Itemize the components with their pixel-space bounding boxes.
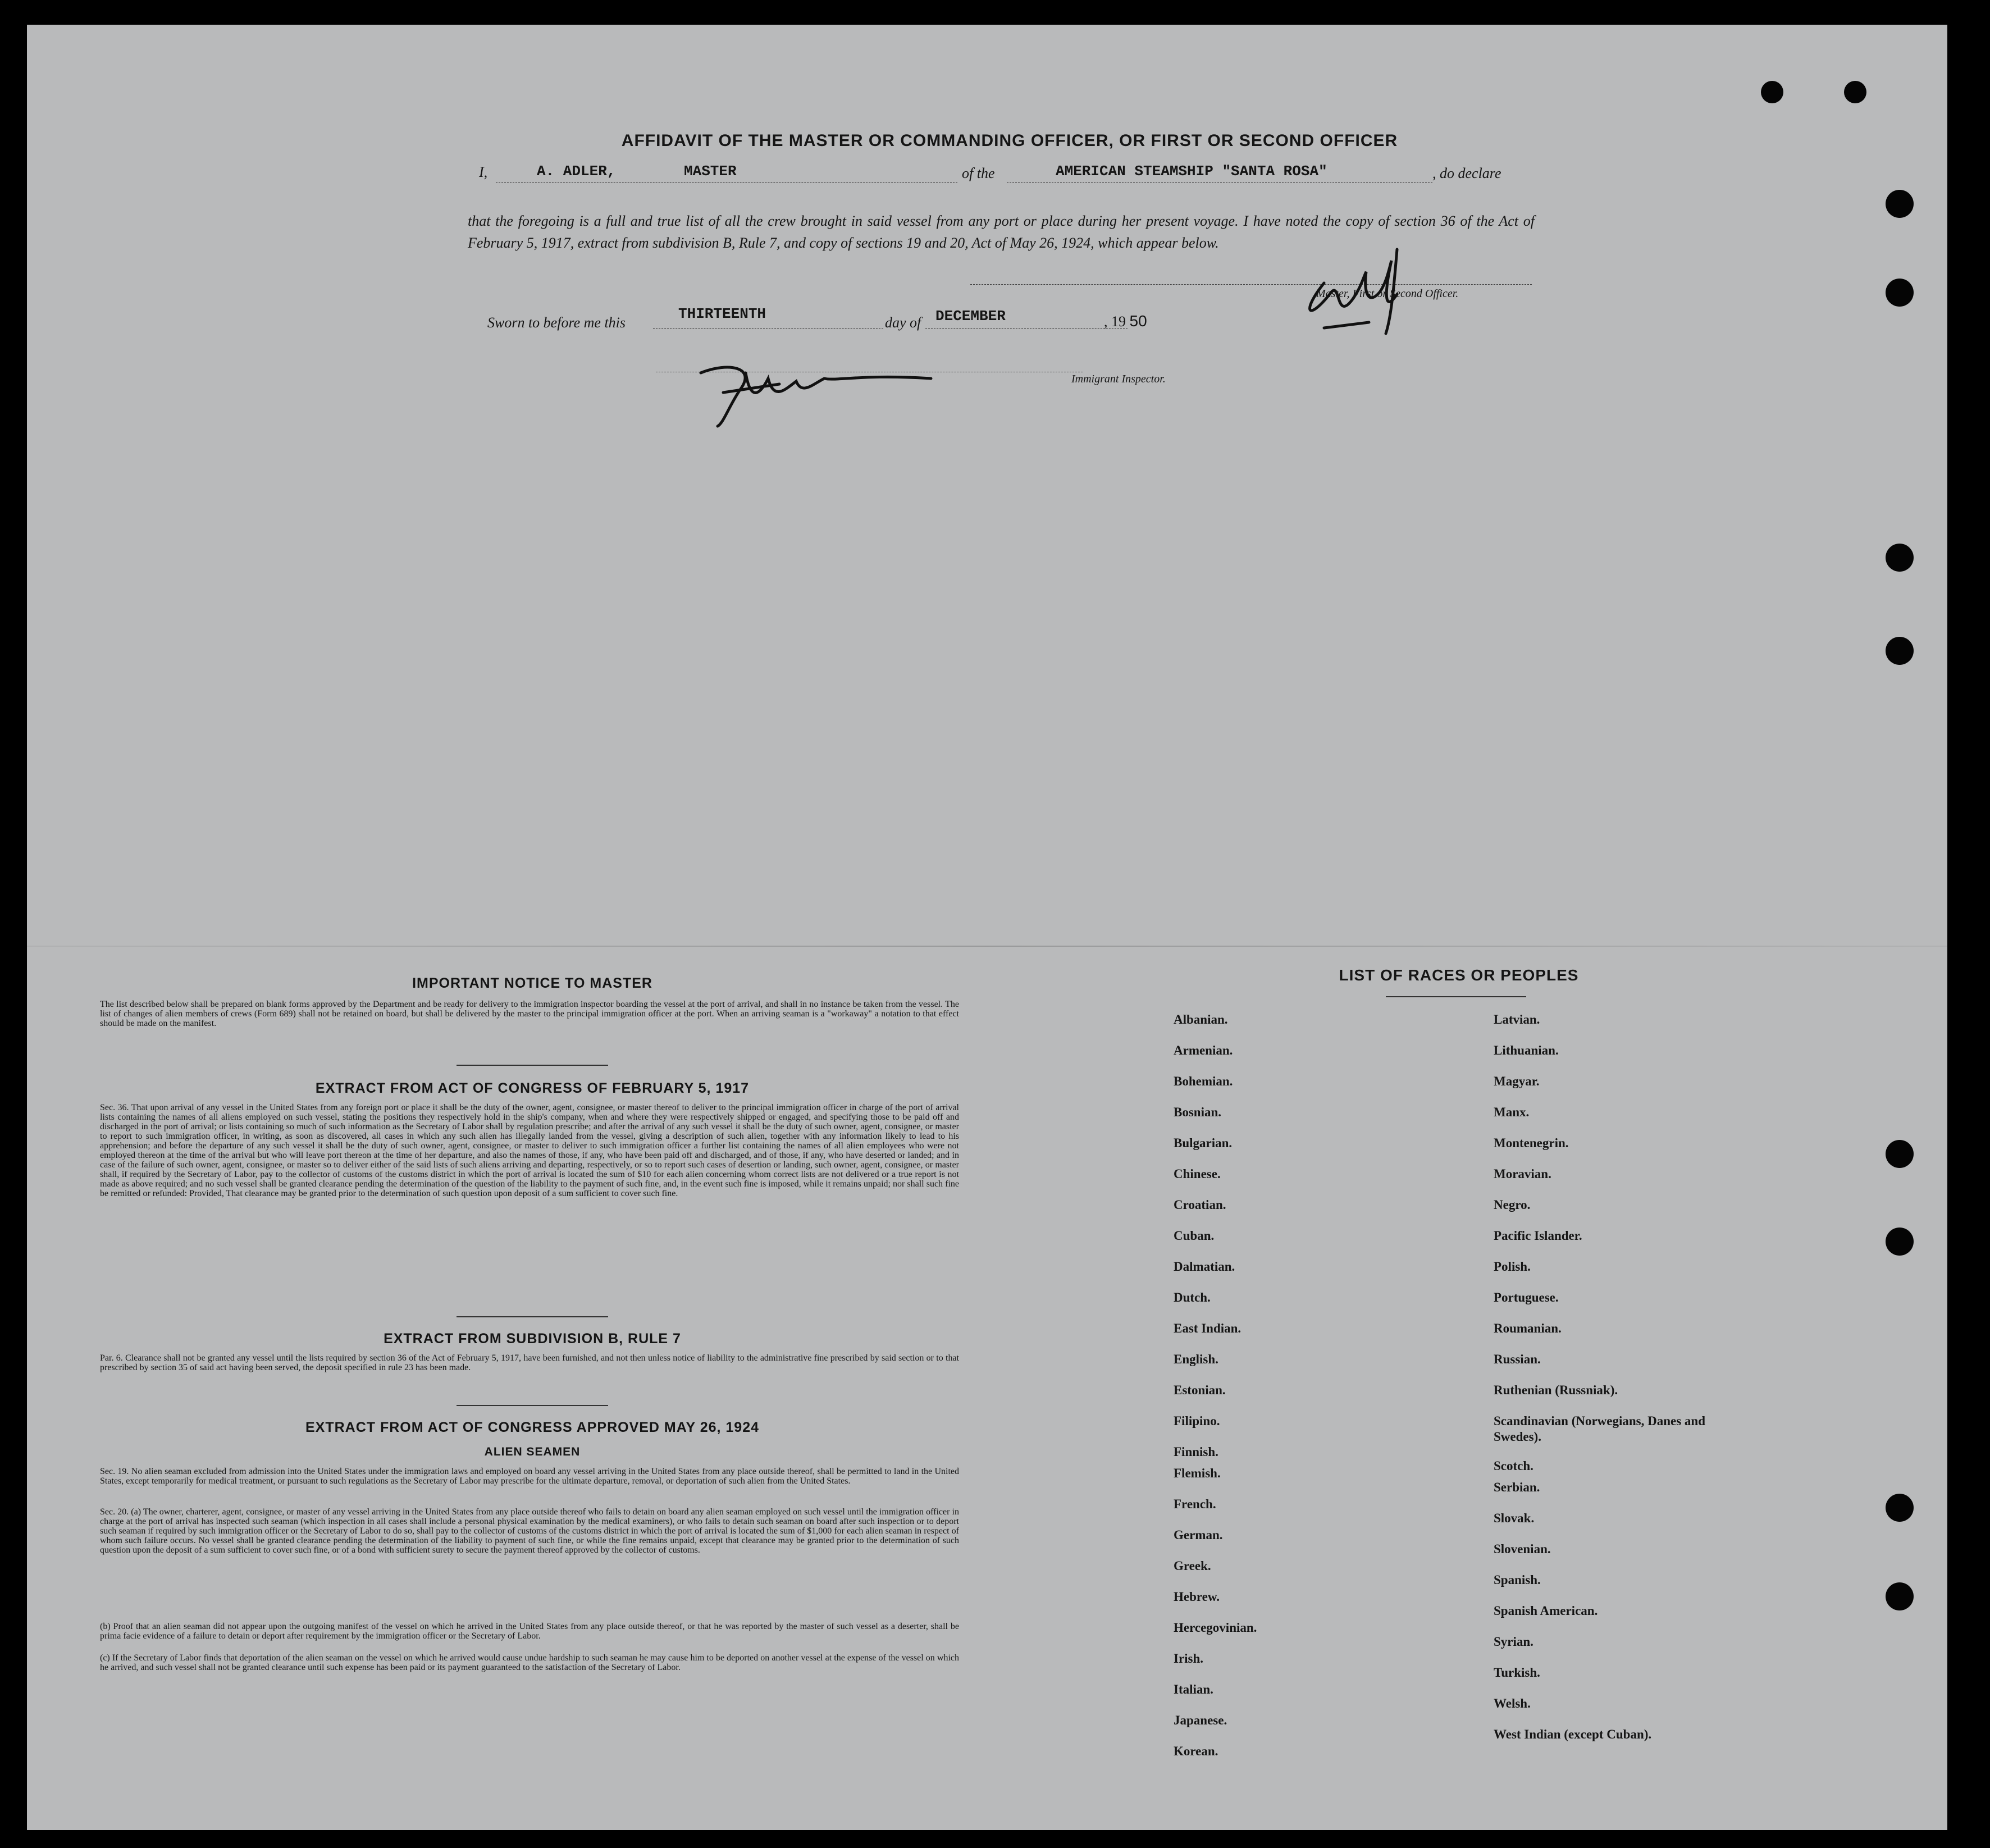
race-item: Serbian. <box>1494 1480 1540 1494</box>
i-label: I, <box>479 164 488 180</box>
race-item: German. <box>1174 1528 1223 1542</box>
punch-hole <box>1886 279 1914 307</box>
races-left-column <box>1174 1012 1257 1774</box>
notice-text: The list described below shall be prepared on blank forms approved by the Department and be ready for delivery to the immigration inspector boarding the vessel at the port of arrival, and shall in no instance be taken from the vessel. The list of changes of alien members of crews (Form 689) shall not be retained on board, but shall be delivered by the master to the principal immigration officer at the port. When an arriving seaman is a "workaway" a notation to that effect should be made on the manifest. <box>100 1000 959 1028</box>
extract-1917-title: EXTRACT FROM ACT OF CONGRESS OF FEBRUARY 5, 1917 <box>315 1080 750 1096</box>
punch-hole <box>1886 637 1914 665</box>
race-item: Bosnian. <box>1174 1105 1222 1119</box>
page-fold <box>27 946 1947 947</box>
race-item: Hebrew. <box>1174 1590 1220 1604</box>
sworn-day: THIRTEENTH <box>678 305 766 322</box>
extract-rule7-title: EXTRACT FROM SUBDIVISION B, RULE 7 <box>384 1331 681 1347</box>
affidavit-body: that the foregoing is a full and true list of all the crew brought in said vessel from any port or place during her present voyage. I have noted the copy of section 36 of the Act of February 5, 1917, extract from subdivision B, Rule 7, and copy of sections 19 and 20, Act of May 26, 1924, which appear below. <box>468 213 1535 251</box>
race-item: Pacific Islander. <box>1494 1229 1582 1243</box>
race-item: Ruthenian (Russniak). <box>1494 1383 1618 1397</box>
race-item: Polish. <box>1494 1260 1531 1274</box>
inspector-caption: Immigrant Inspector. <box>1071 373 1166 385</box>
punch-hole <box>1886 1140 1914 1168</box>
extract-1917-text: Sec. 36. That upon arrival of any vessel in the United States from any foreign port or place it shall be the duty of the owner, agent, consignee, or master thereof to deliver to the principal immigration officer in charge of the port of arrival lists containing the names of all aliens employed on such vessel, stating the positions they respectively hold in the ship's company, when and where they were respectively shipped or engaged, and specifying those to be paid off and discharged in the port of arrival; or lists containing so much of such information as the Secretary of Labor shall by regulation prescribe; and after the arrival of any such vessel it shall be the duty of such owner, agent, consignee, or master to report to such immigration officer, in writing, as soon as discovered, all cases in which any such alien has illegally landed from the vessel, giving a description of such alien, together with any information likely to lead to his apprehension; and before the departure of any such vessel it shall be the duty of such owner, agent, consignee, or master to deliver to such immigration officer a further list containing the names of all alien employees who were not employed thereon at the time of the arrival but who will leave port thereon at the time of her departure, and also the names of those, if any, who have been paid off and discharged, and of those, if any, who have deserted or landed; and in case of the failure of such owner, agent, consignee, or master so to deliver either of the said lists of such aliens arriving and departing, respectively, or so to report such cases of desertion or landing, such owner, agent, consignee, or master shall, if required by the Secretary of Labor, pay to the collector of customs of the customs district in which the port of arrival is located the sum of $10 for each alien concerning whom correct lists are not delivered or a true report is not made as above required; and no such vessel shall be granted clearance pending the determination of the question of the liability to the payment of such fine, and, in the event such fine is imposed, while it remains unpaid; nor shall such fine be remitted or refunded: Provided, That clearance may be granted prior to the determination of such question upon deposit of a sum sufficient to cover such fine. <box>100 1103 959 1198</box>
year-prefix: , 19 <box>1104 313 1126 330</box>
race-item: Italian. <box>1174 1682 1213 1696</box>
race-item: Negro. <box>1494 1198 1531 1212</box>
inspector-signature <box>667 339 982 429</box>
race-item: Dutch. <box>1174 1290 1211 1304</box>
races-title-rule <box>1386 996 1526 997</box>
punch-hole <box>1844 81 1866 103</box>
race-item: Estonian. <box>1174 1383 1226 1397</box>
sworn-label: Sworn to before me this <box>487 314 626 331</box>
race-item: Montenegrin. <box>1494 1136 1569 1150</box>
race-item: Dalmatian. <box>1174 1260 1235 1274</box>
sworn-month: DECEMBER <box>935 308 1006 325</box>
document-sheet <box>27 25 1947 1830</box>
race-item: Flemish. <box>1174 1466 1221 1480</box>
punch-hole <box>1886 1494 1914 1522</box>
race-item: Japanese. <box>1174 1713 1227 1727</box>
race-item: West Indian (except Cuban). <box>1494 1727 1652 1741</box>
race-item: Korean. <box>1174 1744 1218 1758</box>
race-item: Greek. <box>1174 1559 1211 1573</box>
race-item: French. <box>1174 1497 1216 1511</box>
race-item: Cuban. <box>1174 1229 1215 1243</box>
race-item: Croatian. <box>1174 1198 1226 1212</box>
year-suffix: 50 <box>1129 312 1147 330</box>
race-item: Manx. <box>1494 1105 1530 1119</box>
divider <box>457 1065 608 1066</box>
race-item: Hercegovinian. <box>1174 1621 1257 1635</box>
races-title: LIST OF RACES OR PEOPLES <box>1339 966 1579 984</box>
race-item: Welsh. <box>1494 1696 1531 1710</box>
vessel-name: AMERICAN STEAMSHIP "SANTA ROSA" <box>1056 163 1327 180</box>
of-the-label: of the <box>962 165 995 181</box>
race-item: Armenian. <box>1174 1043 1233 1057</box>
affidavit-title: AFFIDAVIT OF THE MASTER OR COMMANDING OFFICER, OR FIRST OR SECOND OFFICER <box>621 131 1398 150</box>
race-item: Turkish. <box>1494 1666 1540 1680</box>
sec20c-text: (c) If the Secretary of Labor finds that deportation of the alien seaman on the vessel on which he arrived would cause undue hardship to such seaman he may cause him to be deported on another vessel at the expense of the vessel on which he arrived, and such vessel shall not be granted clearance until such expense has been paid or its payment guaranteed to the satisfaction of the Secretary of Labor. <box>100 1653 959 1672</box>
race-item: Portuguese. <box>1494 1290 1559 1304</box>
punch-hole <box>1886 544 1914 572</box>
race-item: Filipino. <box>1174 1414 1220 1428</box>
race-item: Finnish. <box>1174 1445 1218 1459</box>
race-item: Moravian. <box>1494 1167 1551 1181</box>
race-item: Bohemian. <box>1174 1074 1233 1088</box>
race-item: Roumanian. <box>1494 1321 1562 1335</box>
races-right-column <box>1494 1012 1729 1758</box>
notice-title: IMPORTANT NOTICE TO MASTER <box>412 975 652 991</box>
race-item: Albanian. <box>1174 1012 1228 1026</box>
race-item: East Indian. <box>1174 1321 1242 1335</box>
race-item: Slovak. <box>1494 1511 1535 1525</box>
race-item: Lithuanian. <box>1494 1043 1559 1057</box>
extract-1924-title: EXTRACT FROM ACT OF CONGRESS APPROVED MAY 26, 1924 <box>305 1420 760 1435</box>
punch-hole <box>1761 81 1783 103</box>
race-item: Syrian. <box>1494 1635 1533 1649</box>
sec20a-text: Sec. 20. (a) The owner, charterer, agent, consignee, or master of any vessel arriving in the United States from any place outside thereof who fails to detain on board any alien seaman employed on such vessel until the immigration officer in charge at the port of arrival has inspected such seaman (which inspection in all cases shall include a personal physical examination by the medical examiners), or who fails to detain such seaman on board after such inspection or to deport such seaman if required by such immigration officer or the Secretary of Labor to do so, shall pay to the collector of customs of the customs district in which the port of arrival is located the sum of $1,000 for each alien seaman in respect of whom such failure occurs. No vessel shall be granted clearance pending the determination of the liability to payment of such fine, or while the fine remains unpaid, except that clearance may be granted prior to the determination of such question upon the deposit of a sum sufficient to cover such fine, or of a bond with sufficient surety to secure the payment thereof approved by the collector of customs. <box>100 1507 959 1555</box>
extract-rule7-text: Par. 6. Clearance shall not be granted any vessel until the lists required by section 36 of the Act of February 5, 1917, have been furnished, and not then unless notice of liability to the administrative fine prescribed by said section or to that prescribed by section 35 of said act having been served, the deposit specified in rule 23 has been made. <box>100 1353 959 1372</box>
sec20b-text: (b) Proof that an alien seaman did not appear upon the outgoing manifest of the vessel on which he arrived in the United States from any place outside thereof, or that he was reported by the master of such vessel as a deserter, shall be prima facie evidence of a failure to detain or deport after requirement by the immigration officer or the Secretary of Labor. <box>100 1622 959 1641</box>
divider <box>457 1316 608 1317</box>
race-item: Russian. <box>1494 1352 1541 1366</box>
race-item: Chinese. <box>1174 1167 1221 1181</box>
race-item: Magyar. <box>1494 1074 1540 1088</box>
alien-seamen-subtitle: ALIEN SEAMEN <box>484 1445 581 1458</box>
do-declare: , do declare <box>1432 165 1501 181</box>
race-item: English. <box>1174 1352 1218 1366</box>
punch-hole <box>1886 1582 1914 1610</box>
race-item: Slovenian. <box>1494 1542 1551 1556</box>
race-item: Irish. <box>1174 1651 1204 1666</box>
race-item: Scotch. <box>1494 1459 1533 1473</box>
master-rank: MASTER <box>684 163 737 180</box>
race-item: Spanish American. <box>1494 1604 1598 1618</box>
race-item: Spanish. <box>1494 1573 1541 1587</box>
race-item: Latvian. <box>1494 1012 1540 1026</box>
race-item: Scandinavian (Norwegians, Danes and Swedes). <box>1494 1414 1706 1444</box>
day-of-label: day of <box>885 314 921 331</box>
race-item: Bulgarian. <box>1174 1136 1233 1150</box>
punch-hole <box>1886 190 1914 218</box>
signature-caption: Master, First or Second Officer. <box>1316 288 1459 300</box>
punch-hole <box>1886 1228 1914 1256</box>
master-name: A. ADLER, <box>537 163 616 180</box>
sec19-text: Sec. 19. No alien seaman excluded from admission into the United States under the immigration laws and employed on board any vessel arriving in the United States from any place outside thereof, shall be permitted to land in the United States, except temporarily for medical treatment, or pursuant to such regulations as the Secretary of Labor may prescribe for the ultimate departure, removal, or deportation of such alien from the United States. <box>100 1467 959 1486</box>
divider <box>457 1405 608 1406</box>
